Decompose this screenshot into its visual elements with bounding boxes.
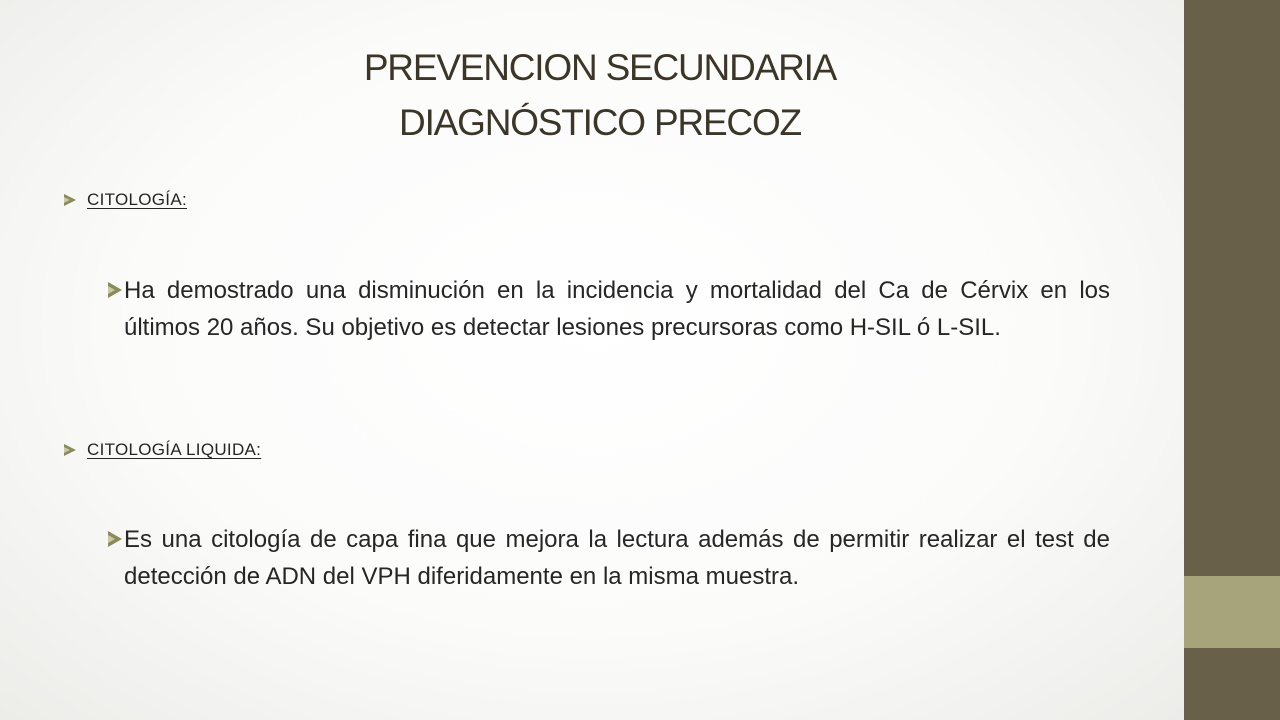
arrow-bullet-icon bbox=[108, 531, 122, 547]
heading-text: CITOLOGÍA: bbox=[87, 190, 187, 209]
title-line-1: PREVENCION SECUNDARIA bbox=[363, 47, 837, 88]
title-line-2: DIAGNÓSTICO PRECOZ bbox=[399, 102, 801, 143]
arrow-bullet-icon bbox=[64, 194, 76, 206]
arrow-bullet-icon bbox=[108, 282, 122, 298]
section-body-citologia bbox=[108, 272, 1110, 346]
section-heading-citologia bbox=[64, 190, 187, 210]
section-heading-citologia-liquida bbox=[64, 440, 261, 460]
decorative-sidebar-band bbox=[1184, 576, 1280, 648]
arrow-bullet-icon bbox=[64, 444, 76, 456]
slide-title bbox=[200, 40, 1000, 150]
body-text: Ha demostrado una disminución en la incidencia y mortalidad del Ca de Cérvix en los últimos 20 años. Su objetivo es detectar lesiones precursoras como H-SIL ó L-SIL. bbox=[124, 277, 1110, 341]
section-body-citologia-liquida bbox=[108, 521, 1110, 595]
heading-text: CITOLOGÍA LIQUIDA: bbox=[87, 440, 262, 459]
body-text: Es una citología de capa fina que mejora la lectura además de permitir realizar el test de detección de ADN del VPH diferidamente en la misma muestra. bbox=[124, 526, 1110, 590]
